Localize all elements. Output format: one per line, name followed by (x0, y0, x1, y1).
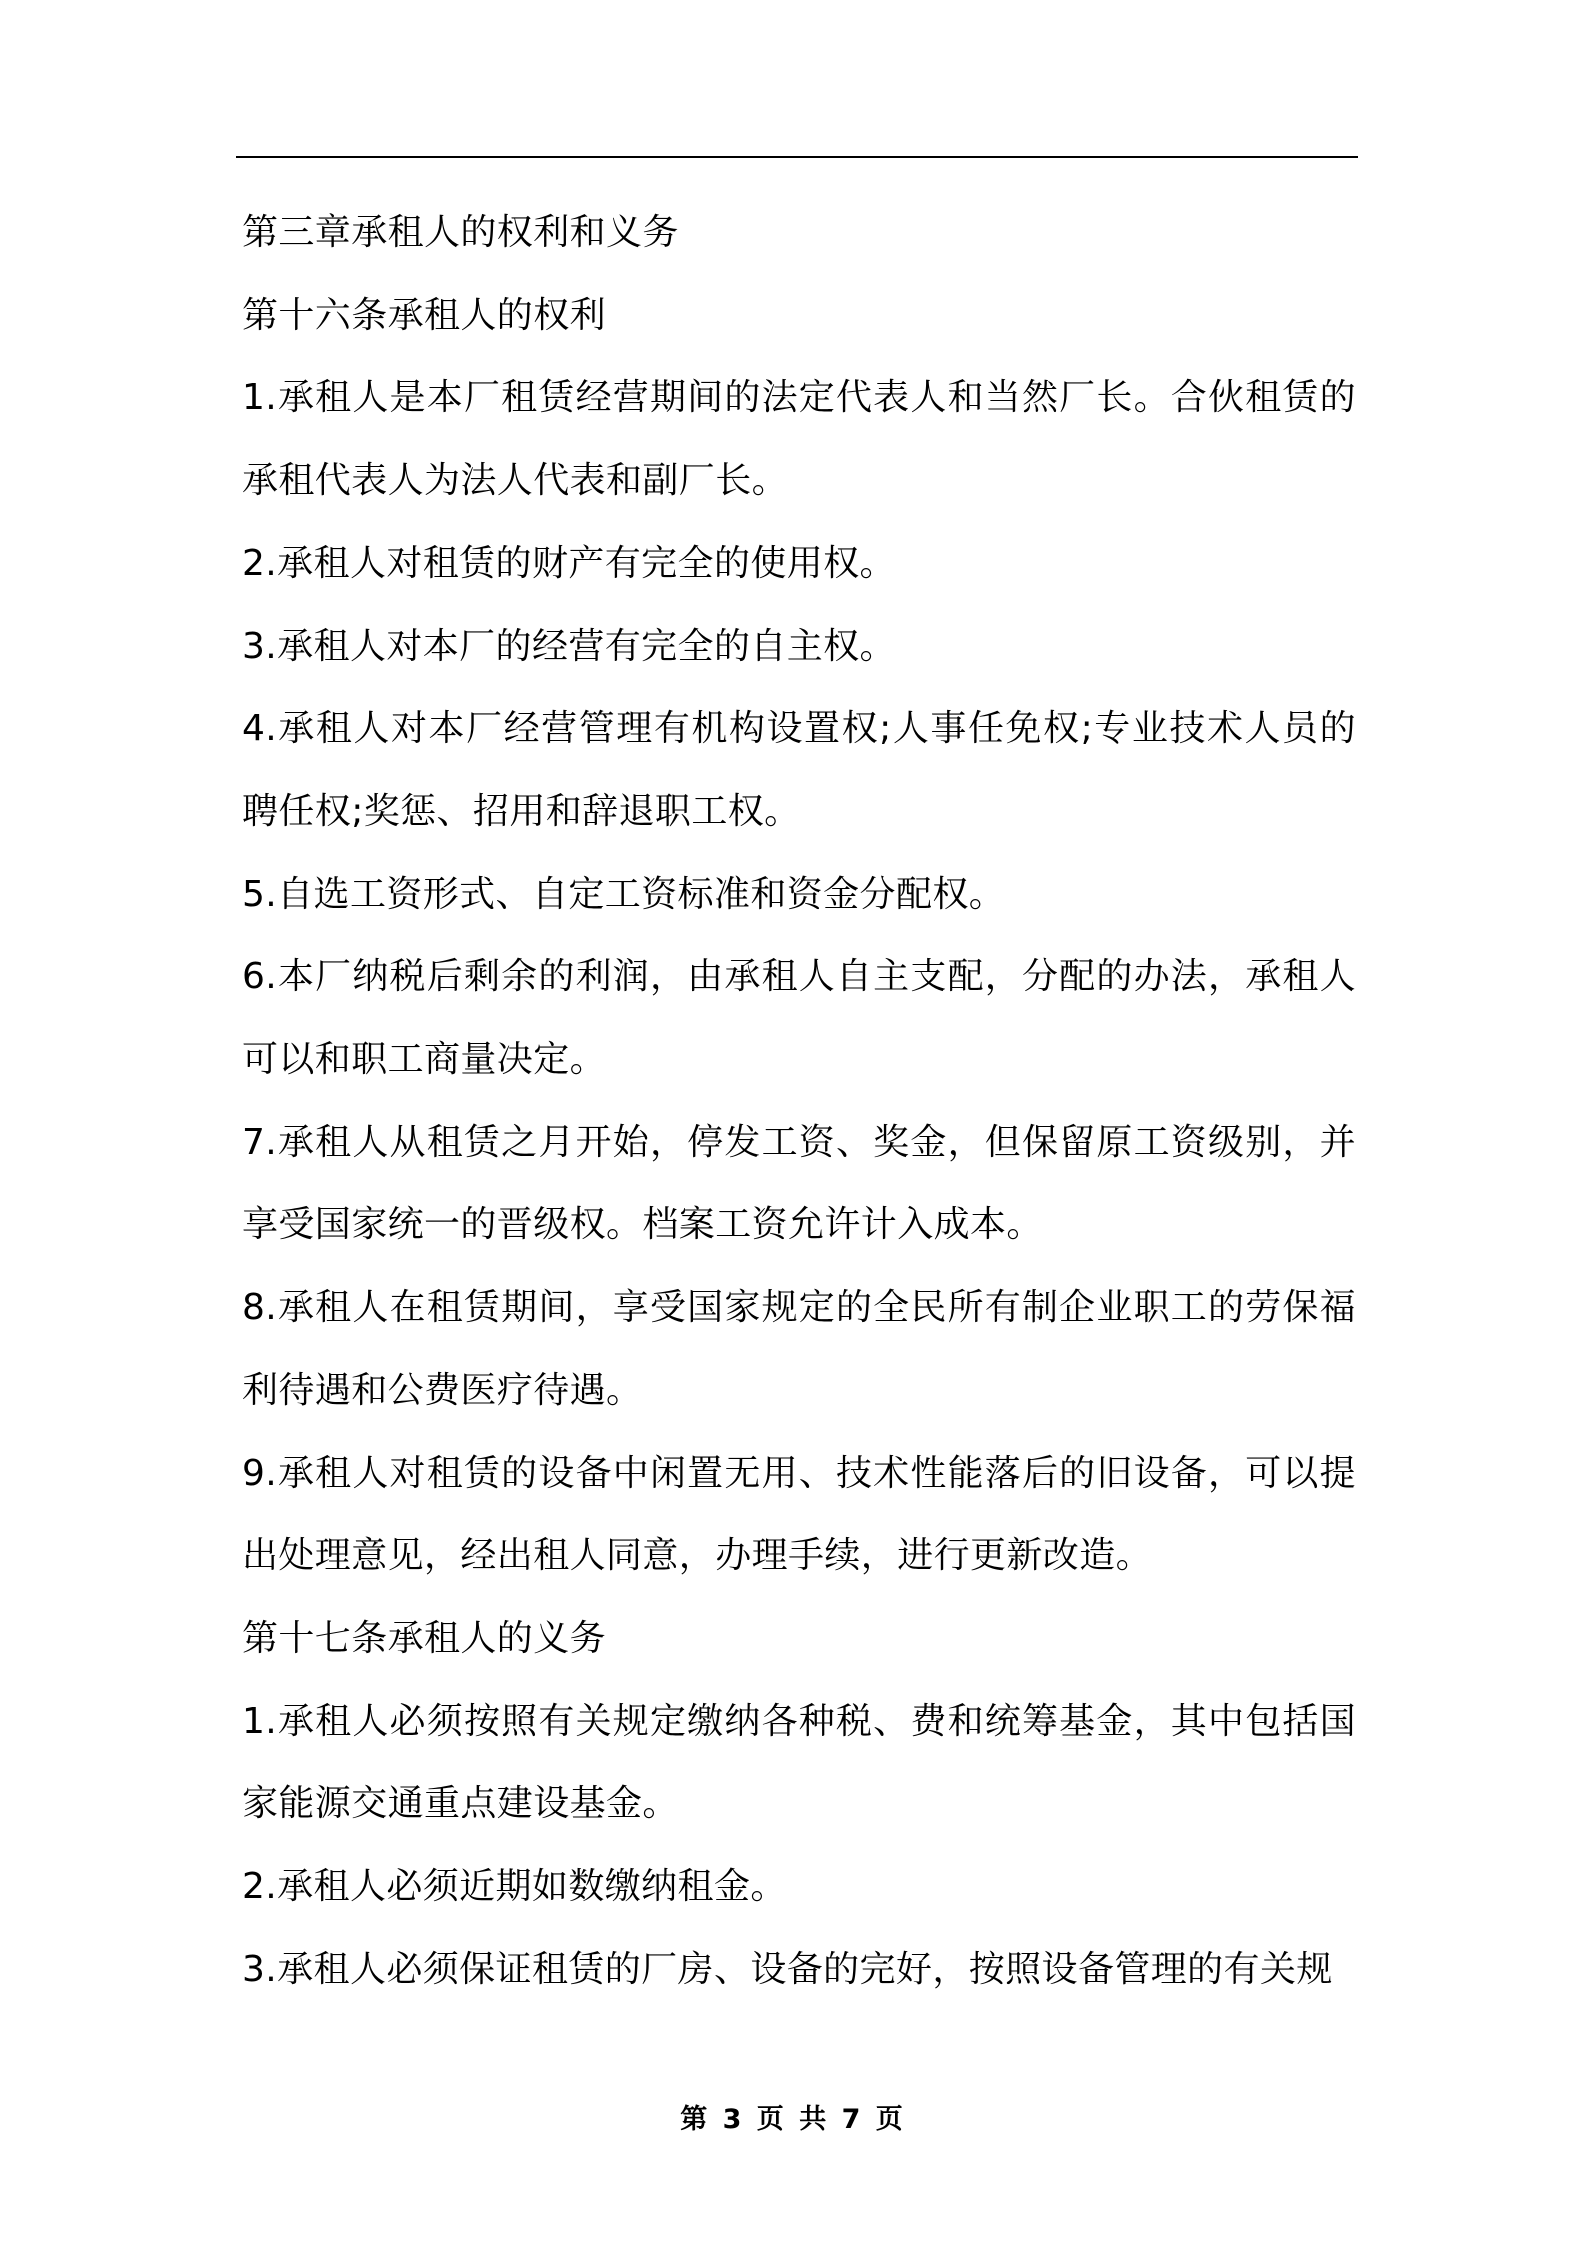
article-heading-16: 第十六条承租人的权利 (242, 294, 607, 336)
header-rule (236, 156, 1358, 158)
article-heading-17: 第十七条承租人的义务 (242, 1617, 607, 1659)
article-17-item-1: 1.承租人必须按照有关规定缴纳各种税、费和统筹基金，其中包括国家能源交通重点建设基金。 (242, 1700, 1356, 1825)
article-16-item-9: 9.承租人对租赁的设备中闲置无用、技术性能落后的旧设备，可以提出处理意见，经出租人同意，办理手续，进行更新改造。 (242, 1452, 1356, 1577)
document-body (242, 192, 1356, 2011)
page-number-footer: 第 3 页 共 7 页 (680, 2104, 906, 2135)
article-16-item-1: 1.承租人是本厂租赁经营期间的法定代表人和当然厂长。合伙租赁的承租代表人为法人代表和副厂长。 (242, 377, 1356, 502)
article-16-item-5: 5.自选工资形式、自定工资标准和资金分配权。 (242, 873, 1006, 915)
article-16-item-8: 8.承租人在租赁期间，享受国家规定的全民所有制企业职工的劳保福利待遇和公费医疗待遇。 (242, 1287, 1356, 1411)
article-16-item-4: 4.承租人对本厂经营管理有机构设置权;人事任免权;专业技术人员的聘任权;奖惩、招用和辞退职工权。 (242, 708, 1356, 832)
article-16-item-7: 7.承租人从租赁之月开始，停发工资、奖金，但保留原工资级别，并享受国家统一的晋级权。档案工资允许计入成本。 (242, 1121, 1356, 1246)
article-17-item-3: 3.承租人必须保证租赁的厂房、设备的完好，按照设备管理的有关规 (242, 1948, 1333, 1990)
article-17-item-2: 2.承租人必须近期如数缴纳租金。 (242, 1866, 787, 1908)
article-16-item-6: 6.本厂纳税后剩余的利润，由承租人自主支配，分配的办法，承租人可以和职工商量决定。 (242, 956, 1356, 1081)
chapter-heading: 第三章承租人的权利和义务 (242, 212, 679, 253)
article-16-item-2: 2.承租人对租赁的财产有完全的使用权。 (242, 542, 896, 584)
article-16-item-3: 3.承租人对本厂的经营有完全的自主权。 (242, 625, 896, 667)
